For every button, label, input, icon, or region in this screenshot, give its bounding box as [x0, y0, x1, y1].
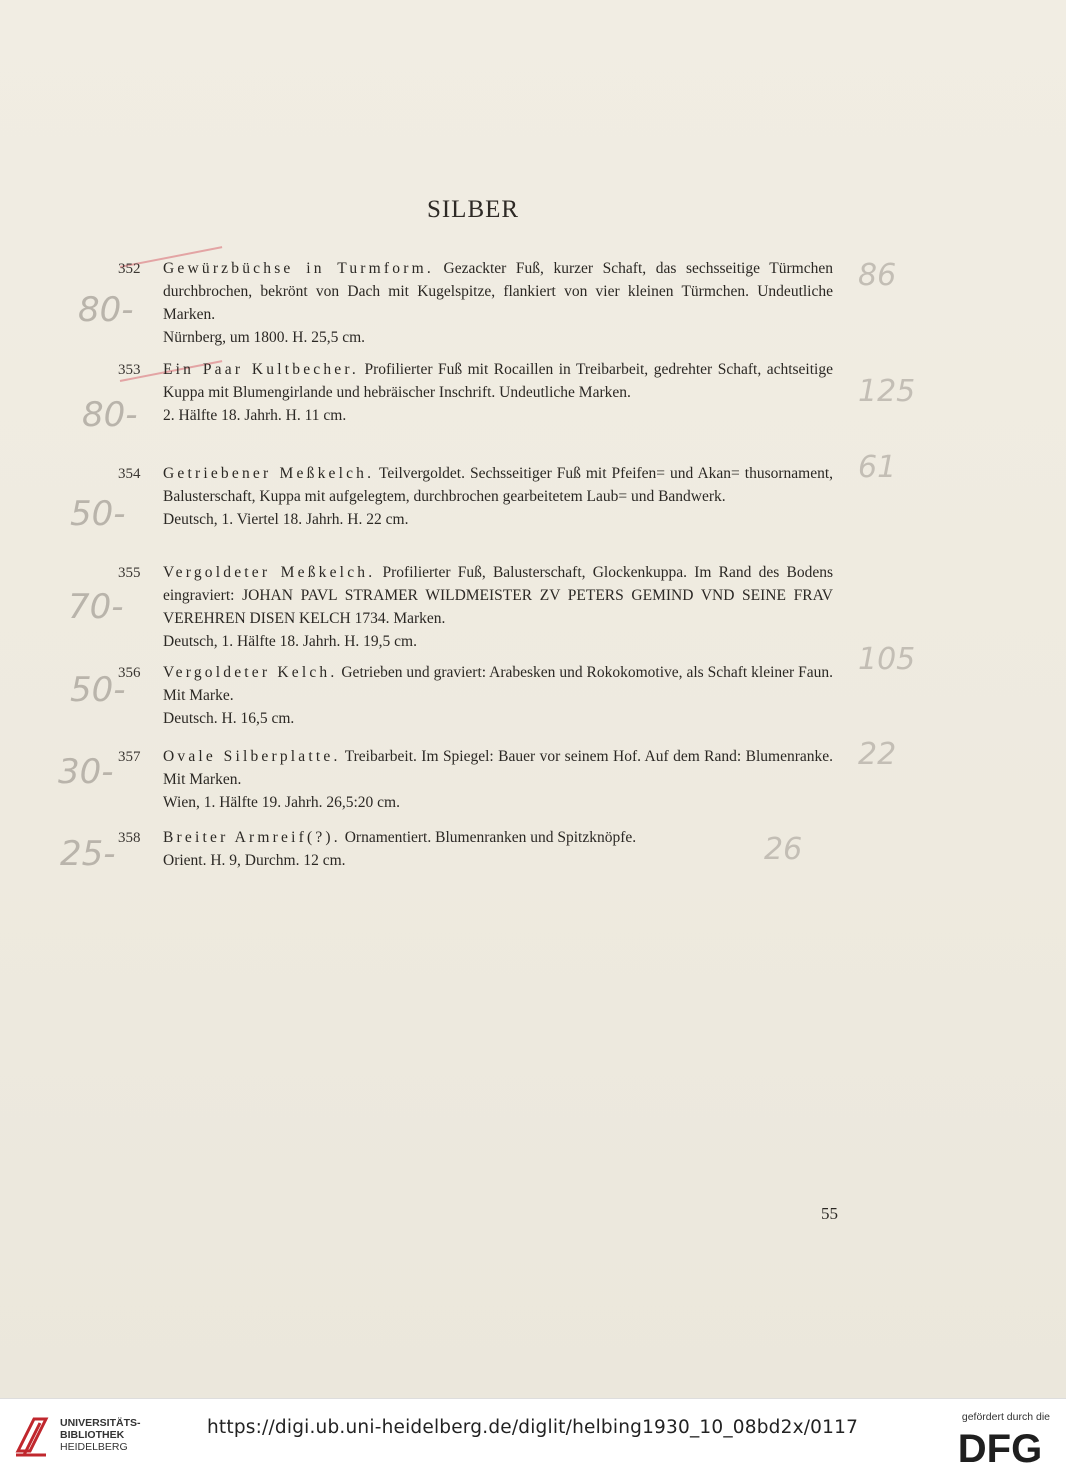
dfg-logo-icon — [950, 1427, 1050, 1467]
entry-description — [163, 745, 833, 814]
entry-title: Ein Paar Kultbecher. — [163, 361, 359, 378]
entry-description — [163, 826, 833, 872]
lot-number: 358 — [118, 830, 141, 846]
price-note-right: 22 — [858, 737, 897, 772]
lot-number: 353 — [118, 362, 141, 378]
price-note-left: 30- — [58, 752, 114, 792]
entry-title: Vergoldeter Kelch. — [163, 664, 338, 681]
entry-body: Gezackter Fuß, kurzer Schaft, das sechsseitige Türmchen durchbrochen, bekrönt von Dach mit Kugelspitze, flankiert von vier kleinen Türmchen. Undeutliche Marken. — [163, 260, 833, 323]
lot-number: 352 — [118, 261, 141, 277]
library-logo-icon — [12, 1411, 52, 1459]
lot-number: 355 — [118, 565, 141, 581]
entry-description — [163, 462, 833, 531]
price-note-right: 125 — [858, 374, 916, 409]
entry-title: Breiter Armreif(?). — [163, 829, 341, 846]
entry-description — [163, 661, 833, 730]
entry-origin: Deutsch, 1. Viertel 18. Jahrh. H. 22 cm. — [163, 511, 409, 528]
price-note-right: 86 — [858, 258, 897, 293]
funding-label: gefördert durch die — [961, 1411, 1050, 1423]
entry-origin: Orient. H. 9, Durchm. 12 cm. — [163, 852, 346, 869]
price-note-left: 80- — [78, 290, 134, 330]
entry-origin: 2. Hälfte 18. Jahrh. H. 11 cm. — [163, 407, 347, 424]
library-name-line: UNIVERSITÄTS- — [60, 1417, 141, 1429]
entry-description — [163, 358, 833, 427]
entry-body: Getrieben und graviert: Arabesken und Rokokomotive, als Schaft kleiner Faun. Mit Marke. — [163, 664, 833, 704]
entry-origin: Deutsch, 1. Hälfte 18. Jahrh. H. 19,5 cm. — [163, 633, 417, 650]
page-title: SILBER — [426, 196, 520, 223]
entry-body: Ornamentiert. Blumenranken und Spitzknöpfe. — [340, 829, 637, 846]
entry-title: Ovale Silberplatte. — [163, 748, 341, 765]
entry-title: Gewürzbüchse in Turmform. — [163, 260, 434, 277]
lot-number: 356 — [118, 665, 141, 681]
permalink-url[interactable]: https://digi.ub.uni-heidelberg.de/diglit/helbing1930_10_08bd2x/0117 — [207, 1417, 859, 1438]
lot-number: 354 — [118, 466, 141, 482]
price-note-left: 70- — [68, 587, 124, 627]
price-note-right: 105 — [858, 642, 916, 677]
price-note-left: 50- — [70, 494, 126, 534]
lot-number: 357 — [118, 749, 141, 765]
price-note-left: 25- — [60, 834, 116, 874]
footer-bar — [0, 1398, 1066, 1476]
entry-description — [163, 561, 833, 653]
entry-body: Profilierter Fuß mit Rocaillen in Treibarbeit, gedrehter Schaft, achtseitige Kuppa mit Blumengirlande und hebräischer Inschrift. Undeutliche Marken. — [163, 361, 833, 401]
entry-body: Teilvergoldet. Sechsseitiger Fuß mit Pfeifen= und Akan= thusornament, Balusterschaft, Kuppa mit aufgelegtem, durchbrochen gearbeitetem Laub= und Bandwerk. — [163, 465, 834, 505]
entry-body: Treibarbeit. Im Spiegel: Bauer vor seinem Hof. Auf dem Rand: Blumenranke. Mit Marken. — [163, 748, 833, 788]
entry-description — [163, 257, 833, 349]
entry-title: Getriebener Meßkelch. — [163, 465, 375, 482]
entry-origin: Nürnberg, um 1800. H. 25,5 cm. — [163, 329, 366, 346]
entry-origin: Deutsch. H. 16,5 cm. — [163, 710, 295, 727]
price-note-right: 61 — [858, 450, 897, 485]
entry-origin: Wien, 1. Hälfte 19. Jahrh. 26,5:20 cm. — [163, 794, 400, 811]
library-name-line: BIBLIOTHEK — [60, 1429, 125, 1441]
price-note-left: 50- — [70, 670, 126, 710]
entry-body: Profilierter Fuß, Balusterschaft, Glockenkuppa. Im Rand des Bodens eingraviert: JOHAN PAVL STRAMER WILDMEISTER ZV PETERS GEMIND VND SEINE FRAV VEREHREN DISEN KELCH 1734. Marken. — [163, 564, 833, 627]
page-number: 55 — [821, 1204, 838, 1223]
price-note-left: 80- — [82, 395, 138, 435]
entry-title: Vergoldeter Meßkelch. — [163, 564, 376, 581]
price-note-right: 26 — [764, 832, 803, 867]
dfg-logo-text: DFG — [957, 1427, 1043, 1467]
library-name-line: HEIDELBERG — [60, 1441, 128, 1453]
library-name — [60, 1417, 141, 1453]
